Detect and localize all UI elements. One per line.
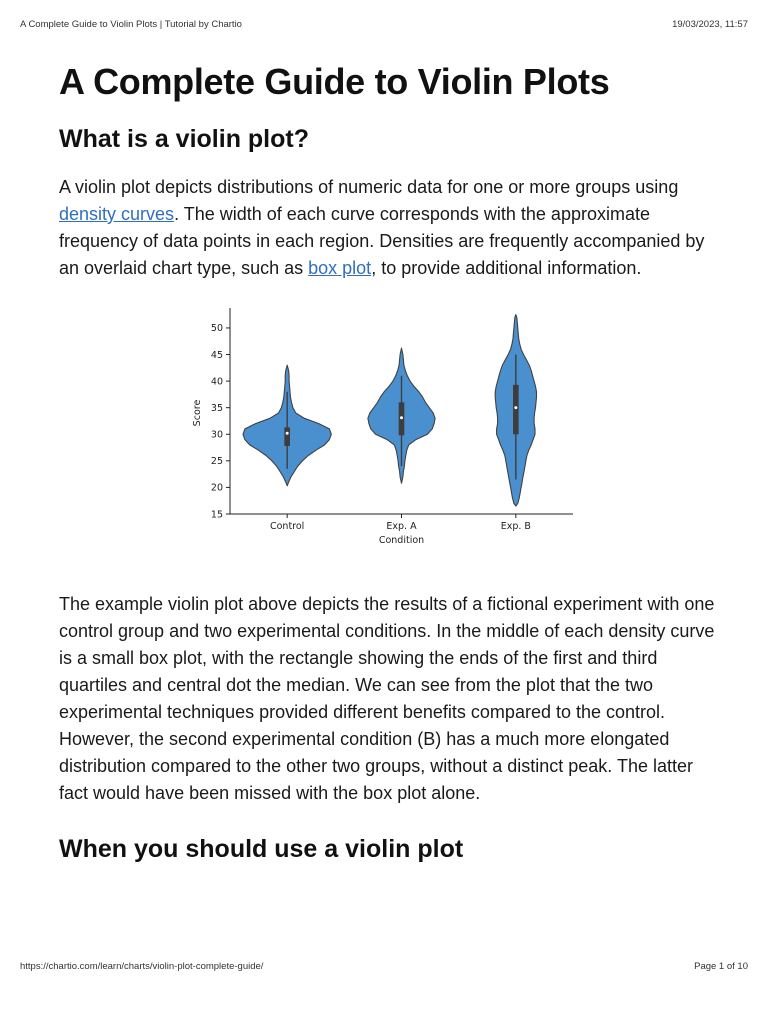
y-tick-label-40: 40 bbox=[210, 376, 223, 388]
violin-plot-chart bbox=[180, 306, 580, 574]
intro-text-1: A violin plot depicts distributions of numeric data for one or more groups using bbox=[59, 177, 679, 197]
intro-text-2: . The width of each curve corresponds with the approximate frequency of data points in each region. Densities are frequently accompanied by an overlaid chart type, such as bbox=[59, 204, 705, 278]
explanation-paragraph: The example violin plot above depicts the results of a fictional experiment with one control group and two experimental conditions. In the middle of each density curve is a small box plot, with the rectangle showing the ends of the first and third quartiles and central dot the median. We can see from the plot that the two experimental techniques provided different benefits compared to the control. However, the second experimental condition (B) has a much more elongated distribution compared to the other two groups, without a distinct peak. The latter fact would have been missed with the box plot alone. bbox=[59, 594, 715, 803]
violin-median-dot-2 bbox=[400, 416, 403, 419]
page-title: A Complete Guide to Violin Plots bbox=[59, 61, 610, 102]
violin-median-dot-1 bbox=[286, 432, 289, 435]
violin-iqr-box-1 bbox=[284, 427, 290, 446]
print-timestamp: 19/03/2023, 11:57 bbox=[672, 19, 748, 30]
article bbox=[59, 58, 719, 866]
x-axis-label: Condition bbox=[378, 535, 425, 546]
intro-paragraph bbox=[59, 174, 719, 282]
violin-plot-figure bbox=[59, 306, 719, 574]
density-curves-link[interactable]: density curves bbox=[59, 204, 175, 224]
y-tick-label-15: 15 bbox=[210, 509, 223, 521]
print-footer bbox=[20, 961, 748, 972]
section-heading-when-to-use: When you should use a violin plot bbox=[59, 835, 464, 863]
box-plot-link[interactable]: box plot bbox=[308, 258, 372, 278]
y-tick-label-45: 45 bbox=[210, 349, 223, 361]
section-heading-what-is: What is a violin plot? bbox=[59, 125, 309, 153]
x-tick-label-2: Exp. A bbox=[386, 521, 417, 532]
print-url: https://chartio.com/learn/charts/violin-plot-complete-guide/ bbox=[20, 961, 264, 972]
intro-text-3: , to provide additional information. bbox=[371, 258, 642, 278]
y-tick-label-25: 25 bbox=[210, 456, 223, 468]
y-axis-label: Score bbox=[192, 399, 203, 427]
print-page-number: Page 1 of 10 bbox=[694, 961, 748, 972]
y-tick-label-30: 30 bbox=[210, 429, 223, 441]
y-tick-label-50: 50 bbox=[210, 323, 223, 335]
x-tick-label-3: Exp. B bbox=[500, 521, 531, 532]
print-header bbox=[20, 19, 748, 30]
violin-median-dot-3 bbox=[514, 406, 517, 409]
y-tick-label-35: 35 bbox=[210, 402, 223, 414]
y-tick-label-20: 20 bbox=[210, 482, 223, 494]
violin-iqr-box-3 bbox=[513, 385, 519, 434]
print-page-title: A Complete Guide to Violin Plots | Tutorial by Chartio bbox=[20, 19, 242, 30]
x-tick-label-1: Control bbox=[269, 521, 305, 532]
